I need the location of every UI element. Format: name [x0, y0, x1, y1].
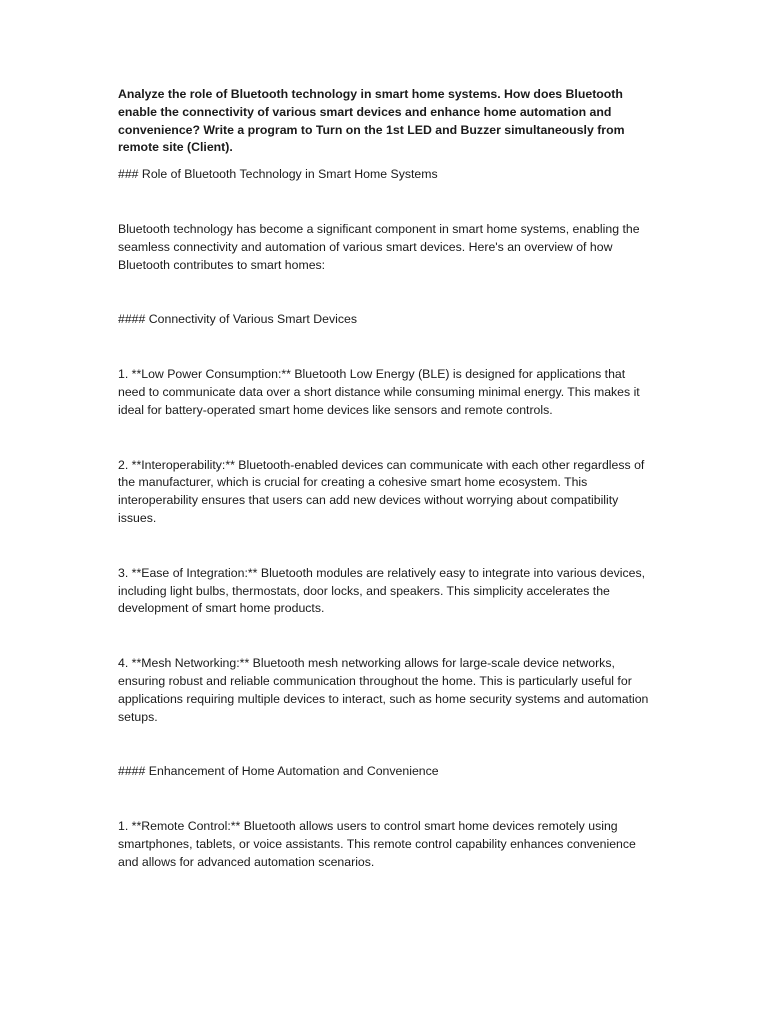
connectivity-item-low-power: 1. **Low Power Consumption:** Bluetooth Low Energy (BLE) is designed for applications that need to communicate data over a short distance while consuming minimal energy. This makes it ideal for battery-operated smart home devices like sensors and remote controls. [118, 367, 640, 417]
document-page [118, 86, 654, 872]
heading-role-of-bluetooth: ### Role of Bluetooth Technology in Smart Home Systems [118, 167, 438, 182]
connectivity-item-ease-of-integration: 3. **Ease of Integration:** Bluetooth modules are relatively easy to integrate into various devices, including light bulbs, thermostats, door locks, and speakers. This simplicity accelerates the development of smart home products. [118, 565, 646, 616]
connectivity-item-mesh-networking: 4. **Mesh Networking:** Bluetooth mesh networking allows for large-scale device networks, ensuring robust and reliable communication throughout the home. This is particularly useful for applications requiring multiple devices to interact, such as home security systems and automation setups. [118, 656, 649, 724]
connectivity-item-interoperability: 2. **Interoperability:** Bluetooth-enabled devices can communicate with each other regardless of the manufacturer, which is crucial for creating a cohesive smart home ecosystem. This interoperability ensures that users can add new devices without worrying about compatibility issues. [118, 457, 645, 525]
heading-connectivity: #### Connectivity of Various Smart Devices [118, 312, 357, 327]
enhancement-item-remote-control: 1. **Remote Control:** Bluetooth allows users to control smart home devices remotely using smartphones, tablets, or voice assistants. This remote control capability enhances convenience and allows for advanced automation scenarios. [118, 819, 636, 869]
question-text: Analyze the role of Bluetooth technology in smart home systems. How does Bluetooth enable the connectivity of various smart devices and enhance home automation and convenience? Write a program to Turn on the 1st LED and Buzzer simultaneously from remote site (Client). [118, 87, 625, 155]
intro-paragraph: Bluetooth technology has become a significant component in smart home systems, enabling the seamless connectivity and automation of various smart devices. Here's an overview of how Bluetooth contributes to smart homes: [118, 221, 640, 272]
heading-enhancement: #### Enhancement of Home Automation and Convenience [118, 764, 439, 779]
